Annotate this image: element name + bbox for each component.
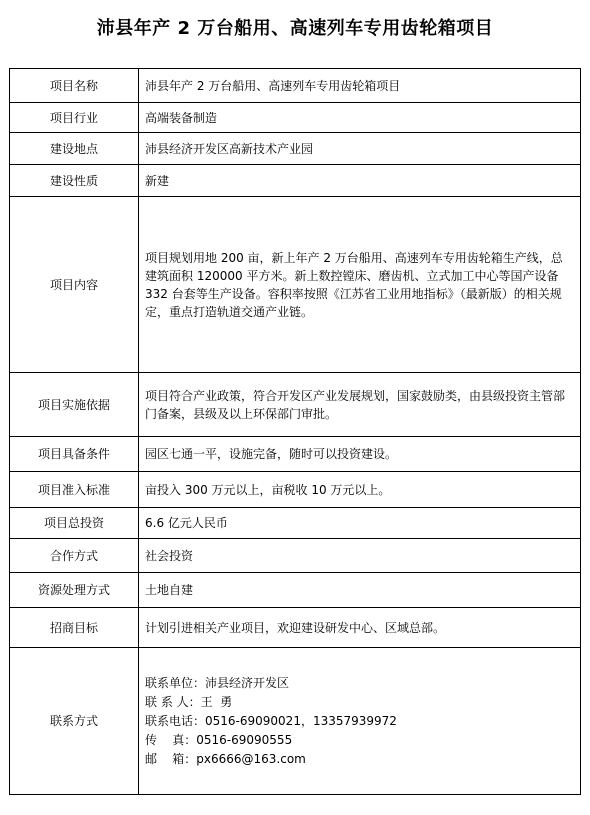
row-label: 资源处理方式: [10, 573, 139, 608]
row-label: 建设地点: [10, 133, 139, 165]
table-row: [10, 437, 581, 472]
row-label: 建设性质: [10, 165, 139, 197]
table-row: [10, 373, 581, 437]
contact-unit: 联系单位：沛县经济开发区: [145, 675, 290, 690]
row-label: 项目总投资: [10, 508, 139, 539]
row-label: 招商目标: [10, 608, 139, 648]
table-row: [10, 608, 581, 648]
row-value: 沛县年产 2 万台船用、高速列车专用齿轮箱项目: [139, 69, 581, 103]
table-row: [10, 508, 581, 539]
row-value: 社会投资: [139, 539, 581, 573]
table-row: [10, 197, 581, 373]
row-value: 项目符合产业政策，符合开发区产业发展规划，国家鼓励类，由县级投资主管部门备案，县级及以上环保部门审批。: [139, 373, 581, 437]
table-row: [10, 165, 581, 197]
contact-email: 邮 箱：px6666@163.com: [145, 751, 306, 766]
contact-phone: 联系电话：0516-69090021，13357939972: [145, 713, 397, 728]
row-value: 高端装备制造: [139, 103, 581, 133]
row-label: 项目准入标准: [10, 472, 139, 508]
contact-label: 联系方式: [10, 648, 139, 795]
table-row: [10, 133, 581, 165]
contact-fax: 传 真：0516-69090555: [145, 732, 293, 747]
row-value: 园区七通一平，设施完备，随时可以投资建设。: [139, 437, 581, 472]
table-row: [10, 69, 581, 103]
row-value: 土地自建: [139, 573, 581, 608]
row-value: 6.6 亿元人民币: [139, 508, 581, 539]
row-value: 亩投入 300 万元以上，亩税收 10 万元以上。: [139, 472, 581, 508]
contact-row: [10, 648, 581, 795]
row-label: 项目具备条件: [10, 437, 139, 472]
row-label: 项目内容: [10, 197, 139, 373]
row-value: 沛县经济开发区高新技术产业园: [139, 133, 581, 165]
table-row: [10, 573, 581, 608]
row-label: 合作方式: [10, 539, 139, 573]
row-label: 项目实施依据: [10, 373, 139, 437]
table-row: [10, 103, 581, 133]
contact-details: [139, 648, 581, 795]
contact-person: 联 系 人：王 勇: [145, 694, 233, 709]
row-value: 项目规划用地 200 亩，新上年产 2 万台船用、高速列车专用齿轮箱生产线，总建筑面积 120000 平方米。新上数控镗床、磨齿机、立式加工中心等国产设备 332 台套等生产设备。容积率按照《江苏省工业用地指标》（最新版）的相关规定，重点打造轨道交通产业链。: [139, 197, 581, 373]
table-row: [10, 472, 581, 508]
project-info-table: [9, 68, 581, 795]
document-title: 沛县年产 2 万台船用、高速列车专用齿轮箱项目: [96, 18, 494, 39]
row-value: 计划引进相关产业项目，欢迎建设研发中心、区域总部。: [139, 608, 581, 648]
row-label: 项目名称: [10, 69, 139, 103]
table-row: [10, 539, 581, 573]
row-label: 项目行业: [10, 103, 139, 133]
row-value: 新建: [139, 165, 581, 197]
